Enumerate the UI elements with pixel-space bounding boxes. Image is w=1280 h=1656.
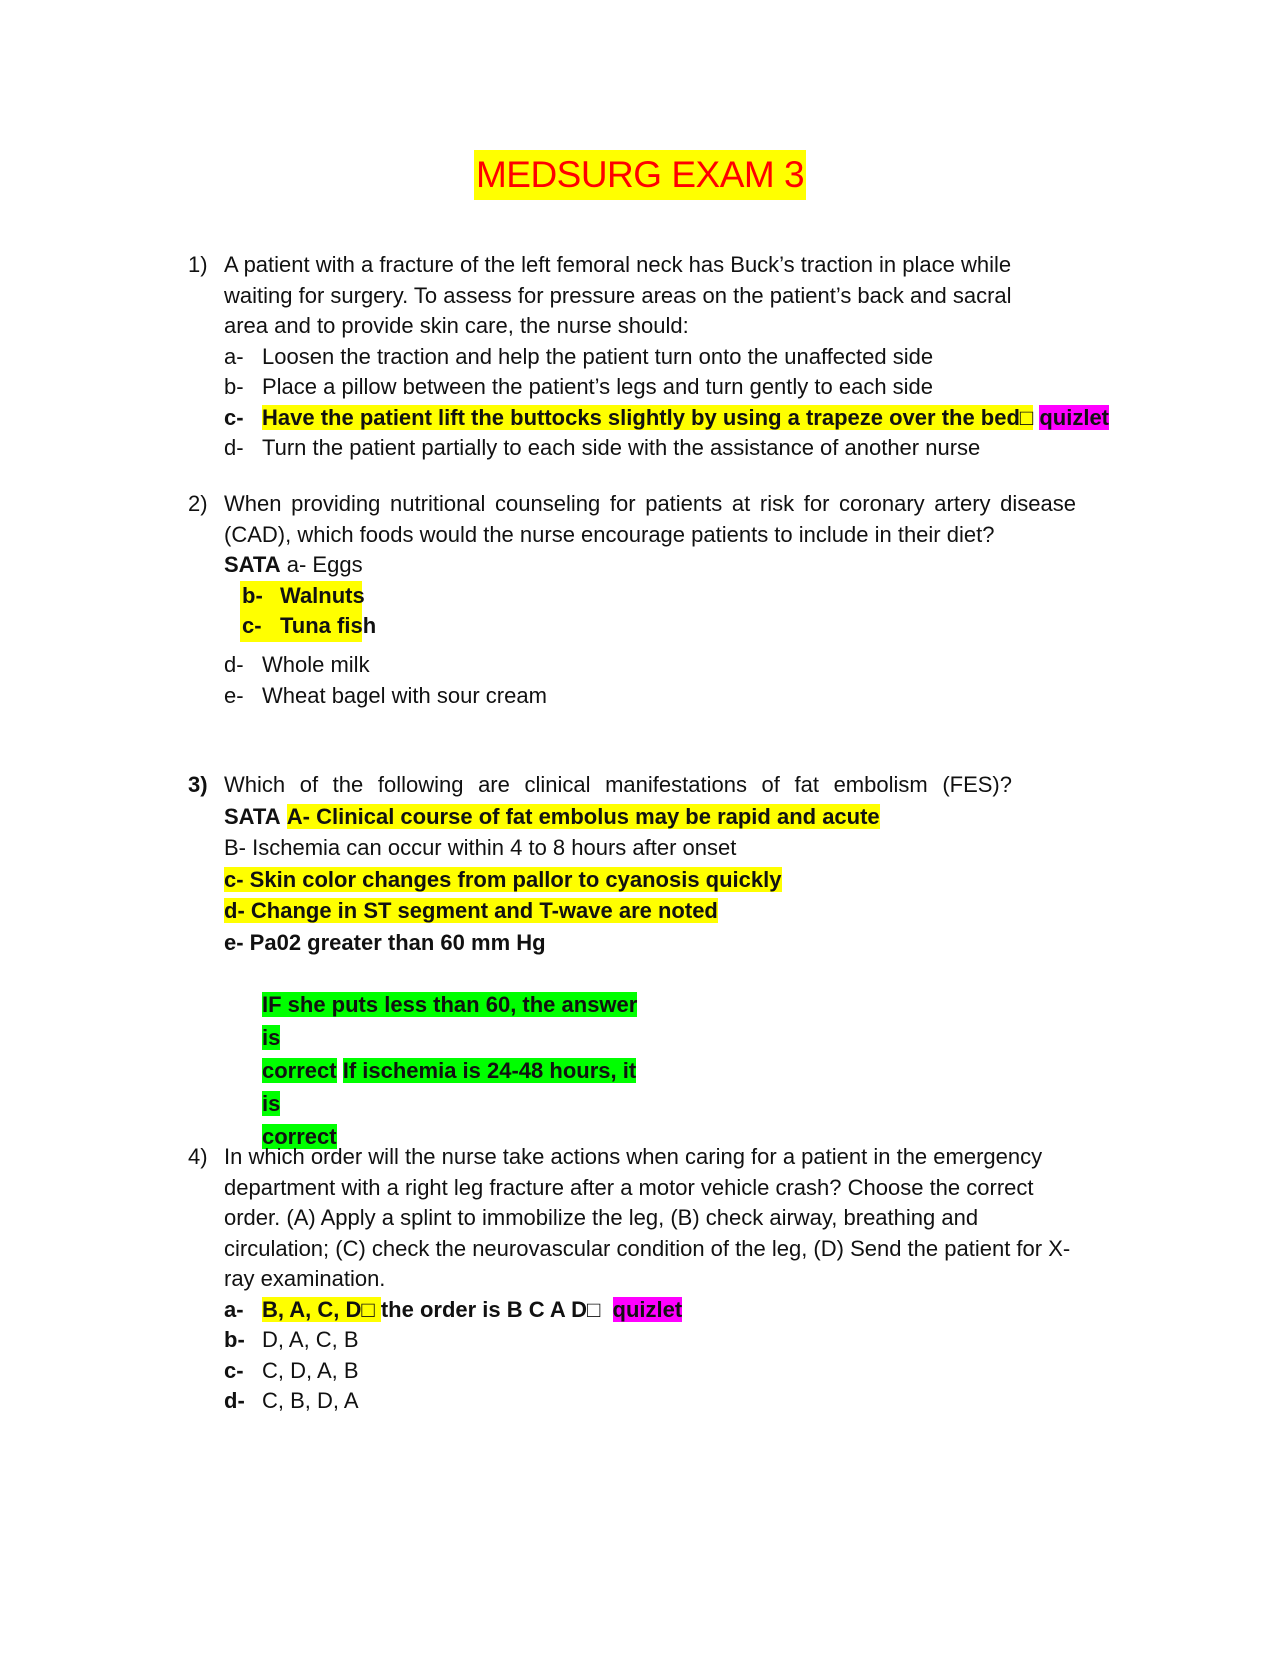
question-number: 2) — [188, 491, 208, 516]
option-e: e- Pa02 greater than 60 mm Hg — [224, 929, 546, 955]
answer-highlight: Have the patient lift the buttocks slightly by using a trapeze over the bed□ — [262, 404, 1034, 430]
option-b: b- D, A, C, B — [224, 1327, 359, 1352]
highlighted-answers — [240, 581, 1088, 651]
option-a: a- Loosen the traction and help the patient turn onto the unaffected side — [224, 343, 934, 369]
option-b: b- Walnuts — [242, 582, 365, 608]
question-3 — [188, 769, 1088, 958]
option-d: d- Whole milk — [224, 652, 370, 677]
quizlet-tag: quizlet — [612, 1296, 683, 1322]
question-stem: When providing nutritional counseling for patients at risk for coronary artery disease (CAD), which foods would the nurse encourage patients to include in their diet? — [224, 491, 1076, 547]
title-container — [0, 150, 1280, 200]
option-c: c- Tuna fish — [242, 613, 377, 638]
page-title: MEDSURG EXAM 3 — [474, 150, 806, 200]
question-number: 1) — [188, 252, 208, 277]
green-note: IF she puts less than 60, the answer is correct If ischemia is 24-48 hours, it is correct — [262, 992, 638, 1149]
question-number: 3) — [188, 772, 208, 797]
option-a: SATA A- Clinical course of fat embolus may be rapid and acute — [224, 803, 880, 829]
option-b: B- Ischemia can occur within 4 to 8 hours after onset — [224, 835, 737, 860]
option-c: c- Skin color changes from pallor to cyanosis quickly — [224, 866, 782, 892]
option-d: d- Change in ST segment and T-wave are noted — [224, 898, 718, 923]
question-stem: In which order will the nurse take actions when caring for a patient in the emergency department with a right leg fracture after a motor vehicle crash? Choose the correct order. (A) Apply a splint to immobilize the leg, (B) check airway, breathing and circulation; (C) check the neurovascular condition of the leg, (D) Send the patient for X- ray examination. — [224, 1144, 1071, 1291]
question-2 — [188, 489, 1088, 711]
question-stem: A patient with a fracture of the left femoral neck has Buck’s traction in place while waiting for surgery. To assess for pressure areas on the patient’s back and sacral area and to provide skin care, the nurse should: — [224, 252, 1012, 338]
quizlet-tag: quizlet — [1039, 404, 1110, 430]
option-b: b- Place a pillow between the patient’s legs and turn gently to each side — [224, 374, 934, 399]
option-a: a- B, A, C, D□ the order is B C A D□ quizlet — [224, 1296, 683, 1322]
sata-line: SATA a- Eggs — [224, 552, 363, 577]
option-d: d- C, B, D, A — [224, 1388, 359, 1413]
question-1 — [188, 250, 1110, 464]
answer-highlight: B, A, C, D□ — [262, 1296, 381, 1322]
question-4 — [188, 1142, 1088, 1417]
option-c: c- Have the patient lift the buttocks slightly by using a trapeze over the bed□ quizlet — [224, 404, 1110, 430]
option-c: c- C, D, A, B — [224, 1357, 359, 1383]
question-number: 4) — [188, 1144, 208, 1169]
option-e: e- Wheat bagel with sour cream — [224, 682, 547, 708]
option-d: d- Turn the patient partially to each side with the assistance of another nurse — [224, 435, 981, 460]
question-stem: Which of the following are clinical manifestations of fat embolism (FES)? — [224, 772, 1012, 797]
